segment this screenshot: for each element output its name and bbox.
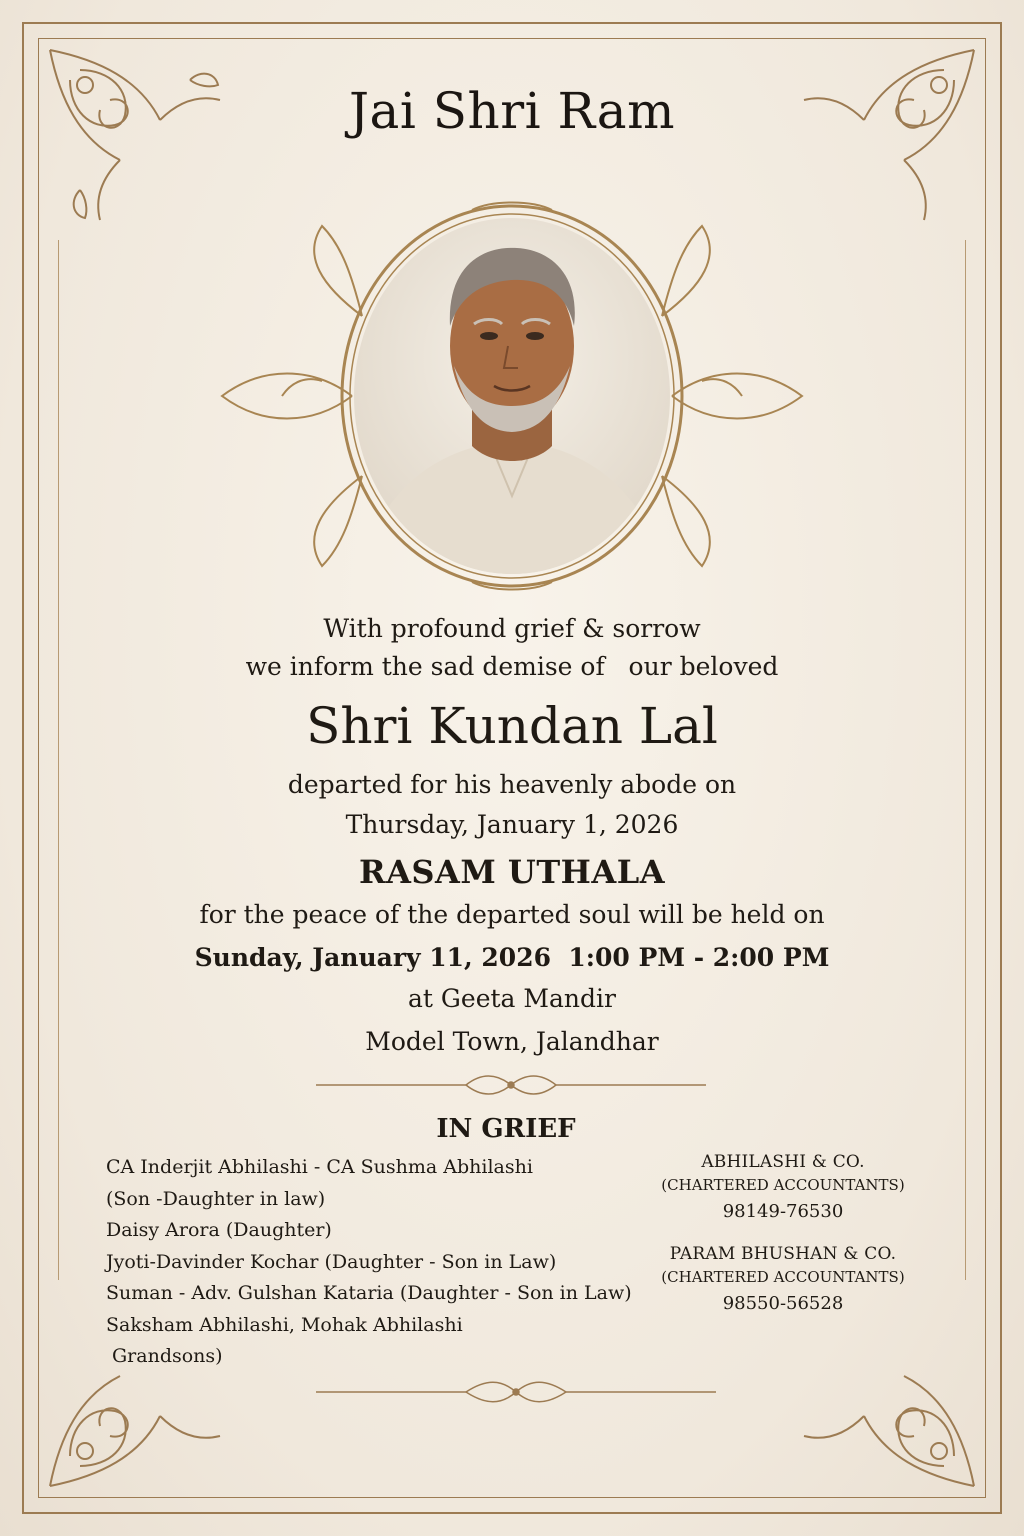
ceremony-title: RASAM UTHALA [358, 853, 666, 891]
venue-line-1: at Geeta Mandir [408, 984, 616, 1013]
venue-line-2: Model Town, Jalandhar [365, 1027, 659, 1056]
ornamental-divider-icon [316, 1377, 716, 1407]
firm-description: (CHARTERED ACCOUNTANTS) [661, 1176, 905, 1194]
portrait-photo [202, 196, 822, 596]
firm-name: ABHILASHI & CO. [701, 1152, 865, 1172]
page-title: Jai Shri Ram [349, 82, 675, 140]
list-item: Grandsons) [112, 1345, 223, 1367]
list-item: CA Inderjit Abhilashi - CA Sushma Abhilashi [106, 1156, 533, 1178]
firm-phone: 98550-56528 [722, 1293, 844, 1314]
firm-phone: 98149-76530 [722, 1201, 844, 1222]
intro-line-2: we inform the sad demise of our beloved [245, 652, 779, 681]
departed-date: Thursday, January 1, 2026 [345, 810, 679, 839]
intro-line-1: With profound grief & sorrow [323, 614, 701, 643]
firms-block [628, 1152, 938, 1314]
family-list [106, 1152, 632, 1373]
list-item: (Son -Daughter in law) [106, 1187, 326, 1210]
list-item: Suman - Adv. Gulshan Kataria (Daughter - Son in Law) [106, 1282, 632, 1304]
ceremony-datetime: Sunday, January 11, 2026 1:00 PM - 2:00 PM [194, 943, 830, 972]
deceased-name: Shri Kundan Lal [306, 697, 718, 755]
firm-name: PARAM BHUSHAN & CO. [669, 1244, 897, 1264]
ornamental-divider-icon [316, 1070, 706, 1100]
portrait-frame [202, 196, 822, 596]
list-item: Jyoti-Davinder Kochar (Daughter - Son in Law) [106, 1250, 557, 1273]
departed-line: departed for his heavenly abode on [287, 770, 737, 799]
corner-flourish-icon [774, 1286, 984, 1496]
in-grief-heading: IN GRIEF [436, 1114, 576, 1144]
firm-description: (CHARTERED ACCOUNTANTS) [661, 1268, 905, 1286]
firm-entry [628, 1244, 938, 1314]
list-item: Daisy Arora (Daughter) [106, 1219, 332, 1241]
list-item: Saksham Abhilashi, Mohak Abhilashi [106, 1313, 463, 1336]
ceremony-purpose: for the peace of the departed soul will be held on [199, 900, 825, 929]
firm-entry [628, 1152, 938, 1222]
